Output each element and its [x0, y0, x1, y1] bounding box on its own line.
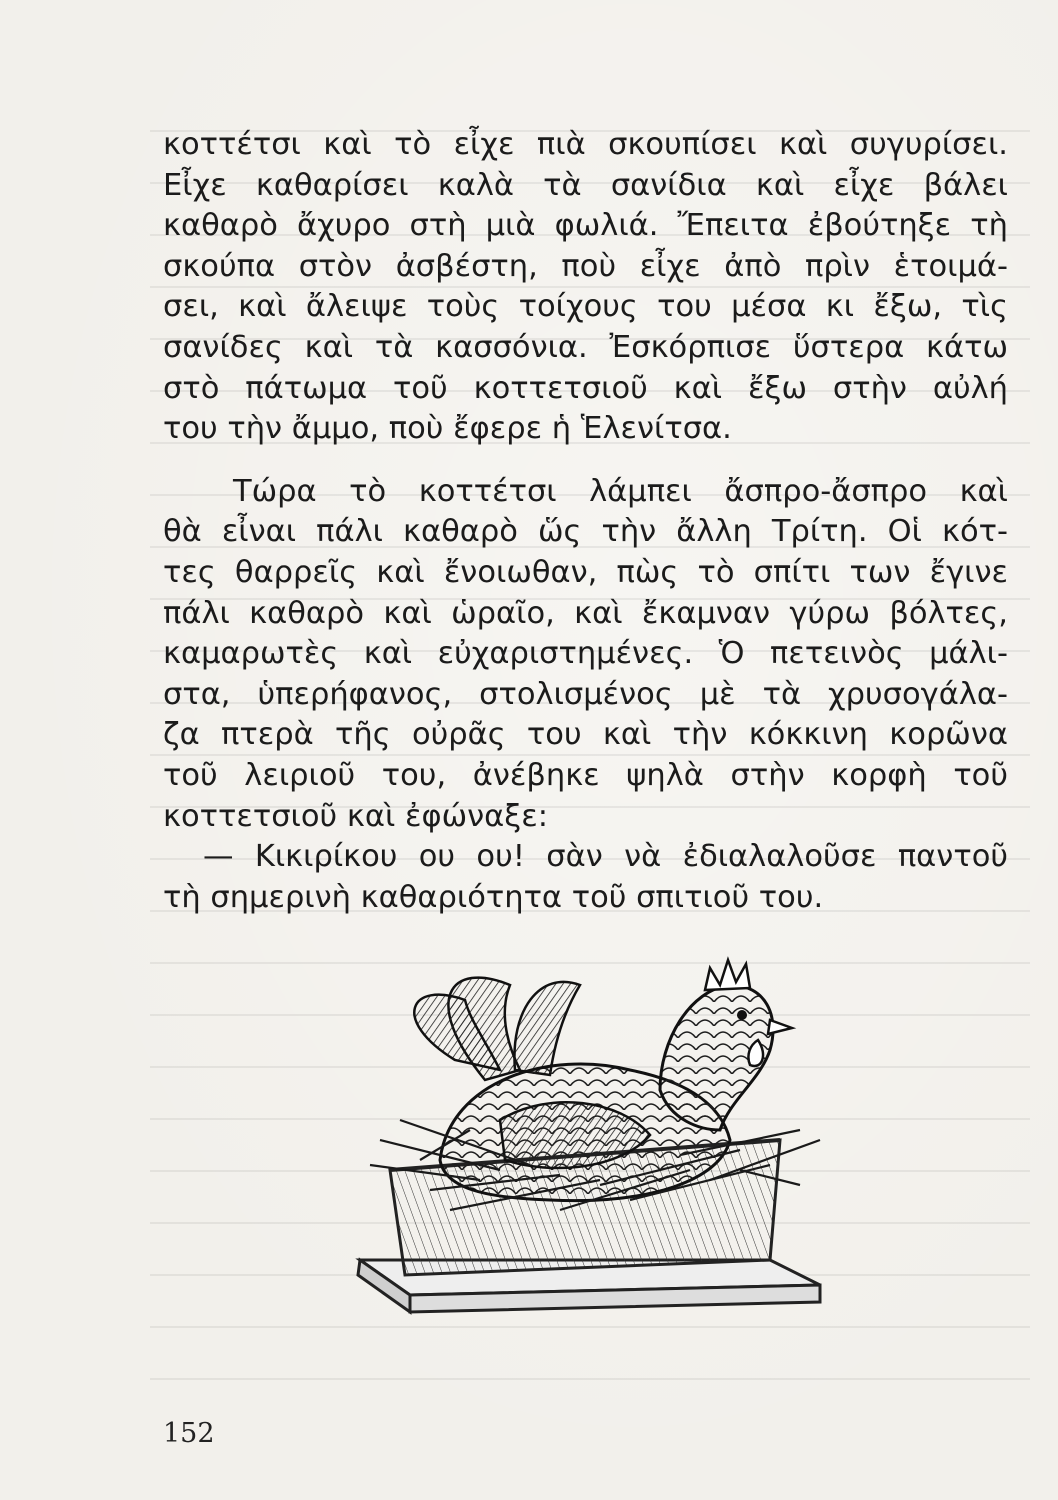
text-line: τὴ σημερινὴ καθαριότητα τοῦ σπιτιοῦ του. [163, 879, 824, 915]
text-line: κοττέτσι καὶ τὸ εἶχε πιὰ σκουπίσει καὶ συγυρίσει. [163, 127, 1008, 162]
text-line: κοττετσιοῦ καὶ ἐφώναξε: [163, 798, 549, 834]
text-line: στα, ὑπερήφανος, στολισμένος μὲ τὰ χρυσογάλα- [163, 676, 1008, 712]
text-line: Εἶχε καθαρίσει καλὰ τὰ σανίδια καὶ εἶχε βάλει [163, 167, 1008, 203]
text-line: τες θαρρεῖς καὶ ἔνοιωθαν, πὼς τὸ σπίτι των ἔγινε [163, 554, 1008, 590]
text-line: του τὴν ἄμμο, ποὺ ἔφερε ἡ Ἑλενίτσα. [163, 411, 732, 447]
text-line: καθαρὸ ἄχυρο στὴ μιὰ φωλιά. Ἔπειτα ἐβούτηξε τὴ [163, 208, 1008, 244]
page-number: 152 [163, 1418, 215, 1449]
text-line: στὸ πάτωμα τοῦ κοττετσιοῦ καὶ ἔξω στὴν αὐλή [163, 370, 1008, 406]
text-line: σει, καὶ ἄλειψε τοὺς τοίχους του μέσα κι ἔξω, τὶς [163, 289, 1008, 325]
text-line: σκούπα στὸν ἀσβέστη, ποὺ εἶχε ἀπὸ πρὶν ἑτοιμά- [163, 248, 1008, 284]
hen-head [660, 960, 792, 1130]
paragraph-1 [163, 125, 1008, 450]
text-line: καμαρωτὲς καὶ εὐχαριστημένες. Ὁ πετεινὸς μάλι- [163, 636, 1008, 672]
text-line: ζα πτερὰ τῆς οὐρᾶς του καὶ τὴν κόκκινη κορῶνα [163, 717, 1008, 753]
text-line: — Κικιρίκου ου ου! σὰν νὰ ἐδιαλαλοῦσε παντοῦ [203, 839, 1008, 875]
text-line: Τώρα τὸ κοττέτσι λάμπει ἄσπρο-ἄσπρο καὶ [233, 473, 1008, 509]
text-line: τοῦ λειριοῦ του, ἀνέβηκε ψηλὰ στὴν κορφὴ τοῦ [163, 757, 1008, 793]
hen-on-nest-illustration [300, 930, 860, 1320]
text-line: σανίδες καὶ τὰ κασσόνια. Ἐσκόρπισε ὕστερα κάτω [163, 329, 1008, 365]
paragraph-3-dialogue [163, 837, 1008, 918]
body-text [163, 125, 1008, 918]
text-line: θὰ εἶναι πάλι καθαρὸ ὥς τὴν ἄλλη Τρίτη. Οἱ κότ- [163, 514, 1008, 550]
paragraph-2 [163, 472, 1008, 837]
text-line: πάλι καθαρὸ καὶ ὡραῖο, καὶ ἔκαμναν γύρω βόλτες, [163, 595, 1008, 631]
